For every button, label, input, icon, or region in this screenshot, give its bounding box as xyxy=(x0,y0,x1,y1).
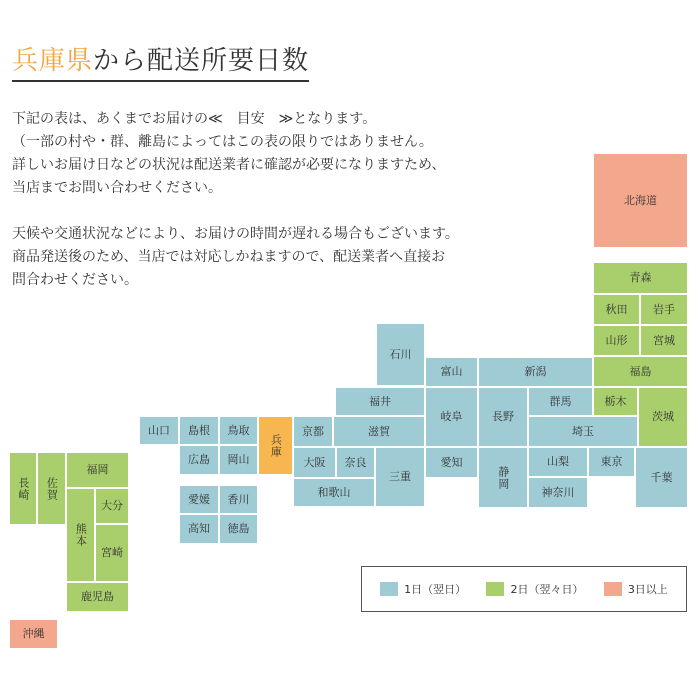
legend xyxy=(361,566,687,612)
pref-nara: 奈良 xyxy=(336,447,375,478)
pref-gifu: 岐阜 xyxy=(425,387,478,447)
description-line: 当店までお問い合わせください。 xyxy=(12,180,222,196)
pref-fukui: 福井 xyxy=(335,387,425,416)
pref-yamaguchi: 山口 xyxy=(139,416,179,445)
pref-okinawa: 沖縄 xyxy=(9,619,58,649)
page-title xyxy=(12,44,309,82)
pref-aomori: 青森 xyxy=(593,262,688,294)
pref-ehime: 愛媛 xyxy=(179,485,219,514)
pref-fukuoka: 福岡 xyxy=(66,452,129,488)
description-line: 商品発送後のため、当店では対応しかねますので、配送業者へ直接お xyxy=(12,249,446,265)
pref-tochigi: 栃木 xyxy=(593,387,638,416)
pref-hyogo-origin: 兵庫 xyxy=(258,416,293,475)
pref-okayama: 岡山 xyxy=(219,445,258,475)
description-line: 天候や交通状況などにより、お届けの時間が遅れる場合もございます。 xyxy=(12,226,459,242)
pref-ishikawa: 石川 xyxy=(376,323,425,386)
pref-saitama: 埼玉 xyxy=(528,416,638,447)
pref-fukushima: 福島 xyxy=(593,356,688,387)
pref-aichi: 愛知 xyxy=(425,447,478,478)
pref-kochi: 高知 xyxy=(179,514,219,544)
pref-shiga: 滋賀 xyxy=(333,416,425,447)
pref-miyazaki: 宮崎 xyxy=(95,524,129,582)
pref-tokushima: 徳島 xyxy=(219,514,258,544)
pref-iwate: 岩手 xyxy=(640,294,688,325)
pref-kumamoto: 熊本 xyxy=(66,488,95,582)
legend-swatch-blue xyxy=(380,582,398,596)
pref-chiba: 千葉 xyxy=(635,447,688,508)
pref-shimane: 島根 xyxy=(179,416,219,445)
pref-wakayama: 和歌山 xyxy=(293,478,375,507)
pref-gunma: 群馬 xyxy=(528,387,593,416)
pref-nagasaki: 長崎 xyxy=(9,452,37,525)
pref-kagoshima: 鹿児島 xyxy=(66,582,129,612)
legend-label-2day: 2日（翌々日） xyxy=(510,583,584,596)
pref-osaka: 大阪 xyxy=(293,447,336,478)
description xyxy=(12,108,542,292)
description-line: 問合わせください。 xyxy=(12,272,138,288)
legend-label-3day: 3日以上 xyxy=(627,583,668,596)
legend-item-3day xyxy=(604,581,668,597)
pref-toyama: 富山 xyxy=(425,357,478,387)
pref-kyoto: 京都 xyxy=(293,416,333,447)
pref-ibaraki: 茨城 xyxy=(638,387,688,447)
legend-item-1day xyxy=(380,581,466,597)
pref-oita: 大分 xyxy=(95,488,129,524)
pref-tokyo: 東京 xyxy=(588,447,635,477)
pref-yamanashi: 山梨 xyxy=(528,447,588,477)
description-line: 詳しいお届け日などの状況は配送業者に確認が必要になりますため、 xyxy=(12,157,446,173)
legend-label-1day: 1日（翌日） xyxy=(404,583,467,596)
pref-nagano: 長野 xyxy=(478,387,528,447)
pref-saga: 佐賀 xyxy=(37,452,66,525)
pref-yamagata: 山形 xyxy=(593,325,640,356)
pref-kagawa: 香川 xyxy=(219,485,258,514)
description-line: （一部の村や・群、離島によってはこの表の限りではありません。 xyxy=(12,134,433,150)
pref-kanagawa: 神奈川 xyxy=(528,477,588,508)
pref-hokkaido: 北海道 xyxy=(593,153,688,248)
pref-hiroshima: 広島 xyxy=(179,445,219,475)
description-spacer xyxy=(12,200,542,223)
pref-miyagi: 宮城 xyxy=(640,325,688,356)
pref-tottori: 鳥取 xyxy=(219,416,258,445)
pref-niigata: 新潟 xyxy=(478,357,593,387)
description-line: 下記の表は、あくまでお届けの≪ 目安 ≫となります。 xyxy=(12,111,377,127)
title-prefecture: 兵庫県 xyxy=(12,46,94,76)
legend-item-2day xyxy=(486,581,583,597)
pref-shizuoka: 静岡 xyxy=(478,447,528,508)
pref-mie: 三重 xyxy=(375,447,425,507)
legend-swatch-green xyxy=(486,582,504,596)
pref-akita: 秋田 xyxy=(593,294,640,325)
legend-swatch-orange xyxy=(604,582,622,596)
title-rest: から配送所要日数 xyxy=(93,46,310,76)
